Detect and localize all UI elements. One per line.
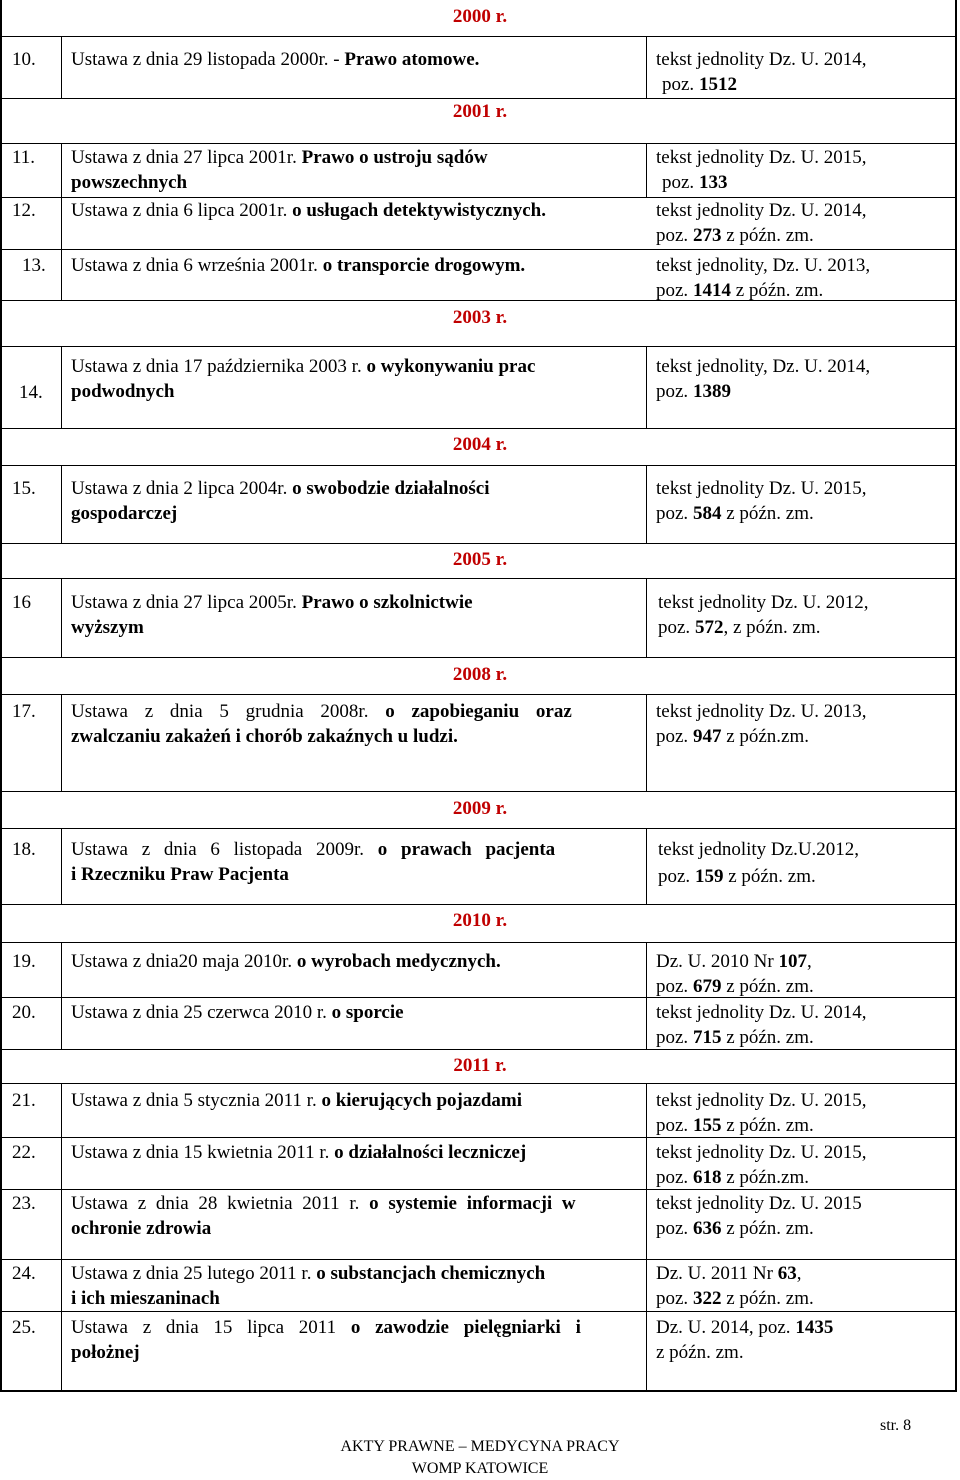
footer [300, 1436, 660, 1480]
law-title-line2: wyższym [71, 617, 144, 638]
year-header-2009: 2009 r. [452, 798, 508, 819]
law-title: Ustawa z dnia 15 kwietnia 2011 r. o działalności leczniczej [71, 1142, 527, 1163]
law-reference: Dz. U. 2011 Nr 63, [656, 1263, 802, 1284]
column-divider [61, 942, 62, 1049]
row-number: 14. [19, 382, 43, 403]
law-reference: tekst jednolity Dz. U. 2014, [656, 1002, 867, 1023]
row-divider [0, 942, 957, 943]
table-border-left [0, 0, 2, 1392]
law-title: Ustawa z dnia 17 października 2003 r. o wykonywaniu prac [71, 356, 536, 377]
column-divider [646, 578, 647, 657]
law-reference-position: poz. 618 z późn.zm. [656, 1167, 810, 1188]
column-divider [61, 694, 62, 791]
law-title: Ustawa z dnia 29 listopada 2000r. - Prawo atomowe. [71, 49, 480, 70]
law-reference: tekst jednolity Dz.U.2012, [658, 839, 860, 860]
law-reference: tekst jednolity, Dz. U. 2013, [656, 255, 871, 276]
law-title-line2: i Rzeczniku Praw Pacjenta [71, 864, 289, 885]
row-number: 20. [12, 1002, 36, 1023]
law-reference-position: poz. 322 z późn. zm. [656, 1288, 814, 1309]
law-reference-position: poz. 1389 [656, 381, 731, 402]
law-reference: tekst jednolity Dz. U. 2014, [656, 49, 867, 70]
column-divider [646, 828, 647, 904]
law-title-line2: podwodnych [71, 381, 175, 402]
law-title: Ustawa z dnia 6 listopada 2009r. o prawach pacjenta [71, 839, 556, 860]
column-divider [61, 578, 62, 657]
column-divider [646, 465, 647, 543]
year-header-2000: 2000 r. [452, 6, 508, 27]
row-number: 23. [12, 1193, 36, 1214]
law-title: Ustawa z dnia 28 kwietnia 2011 r. o systemie informacji w [71, 1193, 576, 1214]
law-reference-position: poz. 1414 z późn. zm. [656, 280, 824, 301]
row-number: 19. [12, 951, 36, 972]
law-title: Ustawa z dnia 25 lutego 2011 r. o substancjach chemicznych [71, 1263, 546, 1284]
law-title-line2: zwalczaniu zakażeń i chorób zakaźnych u ludzi. [71, 726, 458, 747]
row-number: 18. [12, 839, 36, 860]
row-number: 22. [12, 1142, 36, 1163]
row-divider [0, 791, 957, 792]
law-title: Ustawa z dnia 15 lipca 2011 o zawodzie pielęgniarki i [71, 1317, 581, 1338]
row-divider [0, 578, 957, 579]
column-divider [646, 1083, 647, 1390]
law-title-line2: powszechnych [71, 172, 188, 193]
row-divider [0, 1189, 957, 1190]
row-number: 25. [12, 1317, 36, 1338]
law-reference-position: poz. 155 z późn. zm. [656, 1115, 814, 1136]
row-number: 24. [12, 1263, 36, 1284]
law-title-line2: położnej [71, 1342, 140, 1363]
row-divider [0, 1083, 957, 1084]
law-reference-position: poz. 1512 [662, 74, 737, 95]
law-title: Ustawa z dnia 25 czerwca 2010 r. o sporcie [71, 1002, 404, 1023]
row-divider [0, 428, 957, 429]
law-reference: tekst jednolity Dz. U. 2015 [656, 1193, 862, 1214]
row-divider [0, 465, 957, 466]
row-divider [0, 249, 957, 250]
law-title: Ustawa z dnia 27 lipca 2001r. Prawo o ustroju sądów [71, 147, 488, 168]
law-reference-position: poz. 273 z późn. zm. [656, 225, 814, 246]
table-border-bottom [0, 1390, 957, 1392]
law-title: Ustawa z dnia20 maja 2010r. o wyrobach medycznych. [71, 951, 501, 972]
year-header-2011: 2011 r. [453, 1055, 507, 1076]
row-divider [0, 904, 957, 905]
footer-line1: AKTY PRAWNE – MEDYCYNA PRACY [340, 1438, 620, 1455]
row-number: 13. [22, 255, 46, 276]
law-reference-position: z późn. zm. [656, 1342, 744, 1363]
column-divider [61, 143, 62, 300]
row-divider [0, 828, 957, 829]
row-divider [0, 1259, 957, 1260]
row-divider [0, 346, 957, 347]
column-divider [646, 143, 647, 197]
column-divider [61, 1083, 62, 1390]
law-title: Ustawa z dnia 5 grudnia 2008r. o zapobieganiu oraz [71, 701, 572, 722]
law-reference-position: poz. 679 z późn. zm. [656, 976, 814, 997]
law-title-line2: i ich mieszaninach [71, 1288, 220, 1309]
law-reference: tekst jednolity Dz. U. 2015, [656, 147, 867, 168]
row-number: 10. [12, 49, 36, 70]
law-reference-position: poz. 584 z późn. zm. [656, 503, 814, 524]
column-divider [61, 828, 62, 904]
column-divider [646, 694, 647, 791]
year-header-2005: 2005 r. [452, 549, 508, 570]
law-reference: tekst jednolity Dz. U. 2015, [656, 1142, 867, 1163]
law-title: Ustawa z dnia 27 lipca 2005r. Prawo o szkolnictwie [71, 592, 473, 613]
page-number: str. 8 [880, 1417, 912, 1434]
row-number: 16 [12, 592, 31, 613]
column-divider [646, 942, 647, 1049]
year-header-2010: 2010 r. [452, 910, 508, 931]
year-header-2008: 2008 r. [452, 664, 508, 685]
row-divider [0, 1311, 957, 1312]
row-number: 11. [12, 147, 36, 168]
row-number: 17. [12, 701, 36, 722]
table-border-right [955, 0, 957, 1392]
law-reference: tekst jednolity Dz. U. 2015, [656, 1090, 867, 1111]
column-divider [646, 346, 647, 428]
year-header-2004: 2004 r. [452, 434, 508, 455]
law-title: Ustawa z dnia 6 września 2001r. o transporcie drogowym. [71, 255, 526, 276]
law-title-line2: ochronie zdrowia [71, 1218, 212, 1239]
row-number: 21. [12, 1090, 36, 1111]
year-header-2003: 2003 r. [452, 307, 508, 328]
footer-line2: WOMP KATOWICE [411, 1460, 549, 1477]
law-reference: tekst jednolity Dz. U. 2012, [658, 592, 869, 613]
law-reference: tekst jednolity, Dz. U. 2014, [656, 356, 871, 377]
row-divider [0, 36, 957, 37]
column-divider [61, 36, 62, 98]
law-reference-position: poz. 133 [662, 172, 728, 193]
law-title: Ustawa z dnia 2 lipca 2004r. o swobodzie działalności [71, 478, 490, 499]
law-title: Ustawa z dnia 5 stycznia 2011 r. o kierujących pojazdami [71, 1090, 522, 1111]
column-divider [646, 36, 647, 98]
row-number: 15. [12, 478, 36, 499]
row-divider [0, 143, 957, 144]
column-divider [61, 465, 62, 543]
law-reference-position: poz. 636 z późn. zm. [656, 1218, 814, 1239]
law-title-line2: gospodarczej [71, 503, 178, 524]
year-header-2001: 2001 r. [452, 101, 508, 122]
law-reference: tekst jednolity Dz. U. 2014, [656, 200, 867, 221]
row-number: 12. [12, 200, 36, 221]
law-reference: Dz. U. 2014, poz. 1435 [656, 1317, 834, 1338]
row-divider [0, 694, 957, 695]
column-divider [61, 346, 62, 428]
law-reference-position: poz. 947 z późn.zm. [656, 726, 810, 747]
law-reference: Dz. U. 2010 Nr 107, [656, 951, 812, 972]
law-reference: tekst jednolity Dz. U. 2013, [656, 701, 867, 722]
row-divider [0, 657, 957, 658]
law-reference-position: poz. 715 z późn. zm. [656, 1027, 814, 1048]
law-reference: tekst jednolity Dz. U. 2015, [656, 478, 867, 499]
law-reference-position: poz. 572, z późn. zm. [658, 617, 821, 638]
law-reference-position: poz. 159 z późn. zm. [658, 866, 816, 887]
row-divider [0, 543, 957, 544]
law-title: Ustawa z dnia 6 lipca 2001r. o usługach detektywistycznych. [71, 200, 546, 221]
